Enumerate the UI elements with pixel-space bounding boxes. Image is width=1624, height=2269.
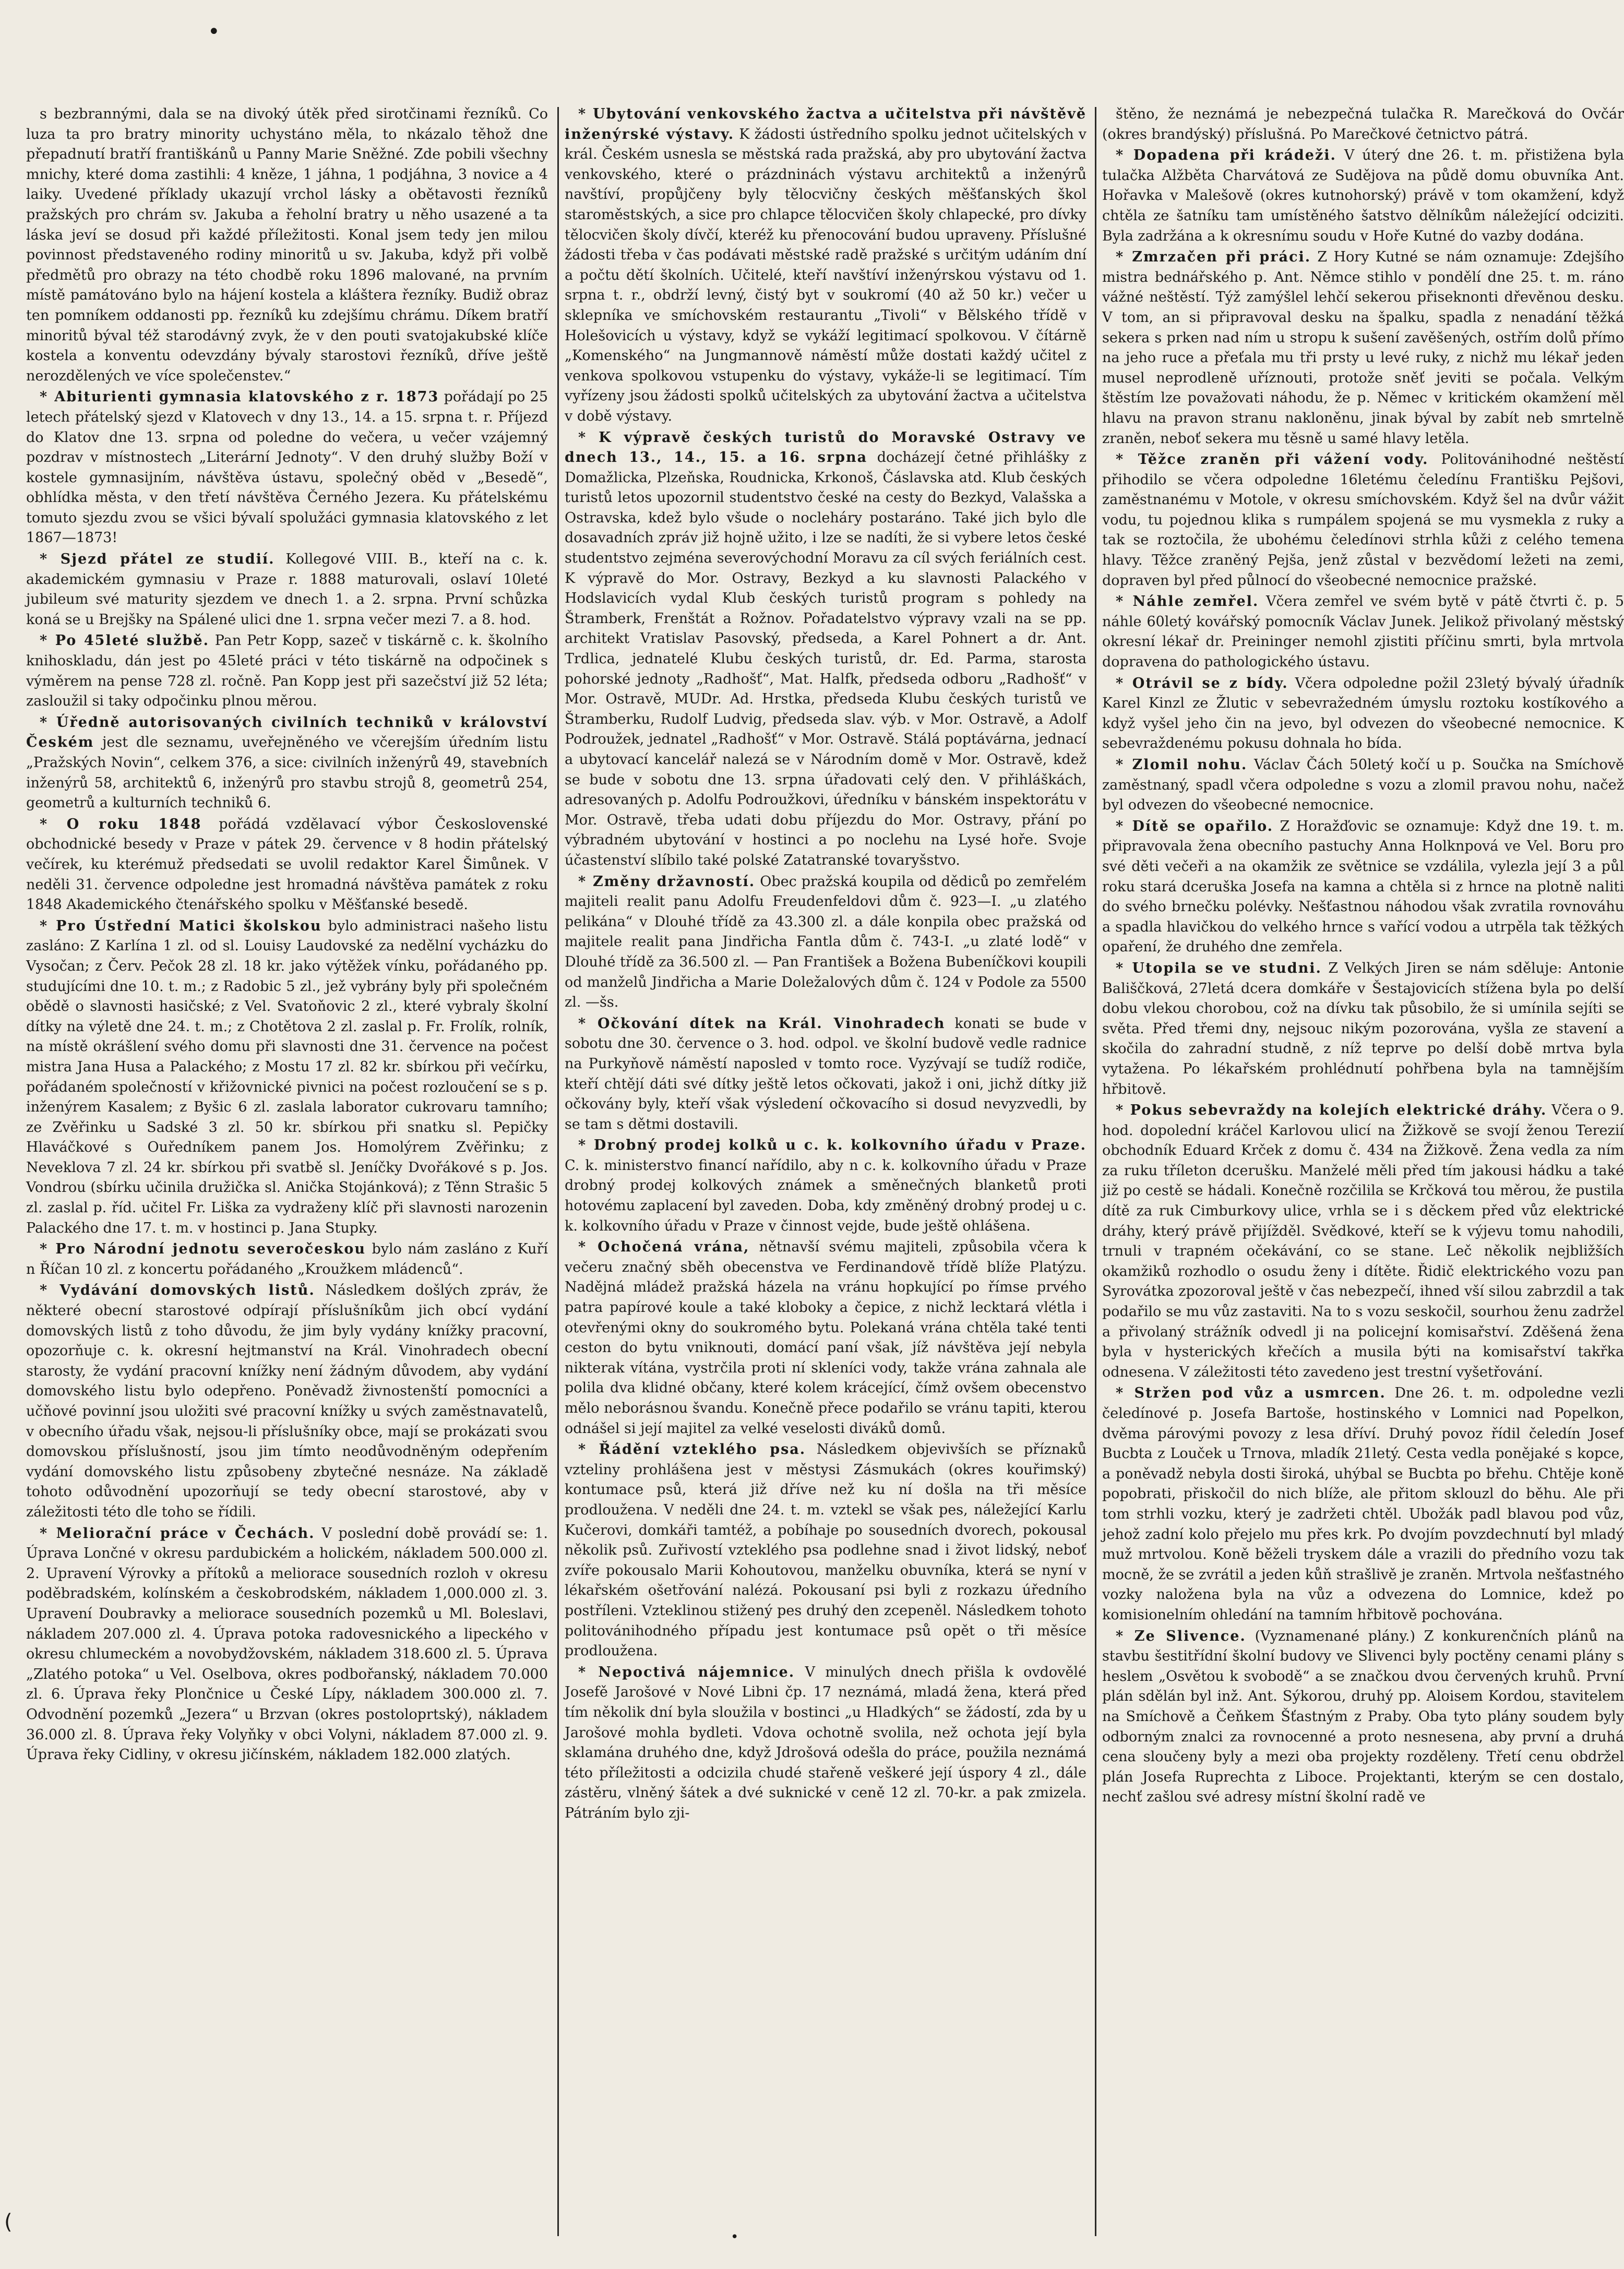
article-heading: * Náhle zemřel. <box>1116 593 1259 610</box>
article-text: Z Hory Kutné se nám oznamuje: Zdejšího mistra bednářského p. Ant. Němce stihlo v pondělí dne 25. t. m. ráno vážné neštěstí. Týž zamýšlel lehčí sekerou přiseknonti dřevěnou desku. V tom, an si připravoval desku na špalku, spadla z nenadání těžká sekera s prken nad ním u stropu k sušení zavěšených, ostřím dolů přímo na jeho ruce a přeťala mu tři prsty u levé ruky, z nichž mu lékař jeden musel neprodleně uříznouti, protože sněť jeviti se počala. Velkým štěstím lze považovati náhodu, že p. Němec v kritickém okamžení měl hlavu na pravon stranu nakloněnu, jinak býval by zabít neb smrtelně zraněn, neboť sekera mu těsně u samé hlavy letěla. <box>1102 249 1624 447</box>
article-text: bylo nám zasláno z Kuří n Říčan 10 zl. z koncertu pořádaného „Kroužkem mládenců“. <box>26 1241 548 1277</box>
article-paragraph <box>565 1237 1086 1439</box>
article-paragraph <box>1102 146 1624 246</box>
article-paragraph <box>1102 1383 1624 1625</box>
article-text: (Vyznamenané plány.) Z konkurenčních plánů na stavbu šestitřídní školní budovy ve Slivenci byly poctěny cenami plány s heslem „Osvětou k svobodě“ a se značkou dvou červených kruhů. První plán sdělán byl inž. Ant. Sýkorou, druhý pp. Aloisem Kordou, stavitelem na Smíchově a Čeňkem Šťastným z Praby. Oba tyto plány soudem byly odborným znalci za rovnocenné a proto nesnesena, aby první a druhá cena sloučeny byly a mezi oba projekty rozděleny. Třetí cenu obdržel plán Josefa Ruprechta z Liboce. Projektanti, kterým se cen dostalo, nechť zašlou své adresy místní školní radě ve <box>1102 1628 1624 1806</box>
article-heading: * Změny državností. <box>578 873 756 890</box>
article-paragraph <box>565 1014 1086 1135</box>
article-paragraph <box>26 387 548 548</box>
article-text: Václav Čách 50letý kočí u p. Součka na Smíchově zaměstnaný, spadl včera odpoledne s vozu a zlomil pravou nohu, načež byl odvezen do všeobecné nemocnice. <box>1102 757 1624 814</box>
article-heading: * O roku 1848 <box>40 816 202 832</box>
article-paragraph <box>26 1281 548 1522</box>
article-heading: * Utopila se ve studni. <box>1116 960 1322 976</box>
article-paragraph <box>565 1136 1086 1236</box>
article-text: s bezbrannými, dala se na divoký útěk před sirotčinami řezníků. Co luza ta pro bratry minority uchystáno měla, to nkázalo těhož dne přepadnutí bratří františkánů u Panny Marie Sněžné. Zde pobili všechny mnichy, které doma zastihli: 4 kněze, 1 jáhna, 1 podjáhna, 3 novice a 4 laiky. Uvedené příklady ukazují vrchol lásky a obětavosti řezníků pražských pro chrám sv. Jakuba a řeholní bratry u něho usazené a ta láska jeví se dosud při každé příležitosti. Konal jsem tedy jen milou povinnost představeného rodiny minoritů u sv. Jakuba, když při volbě předmětů pro obrazy na této chodbě roku 1896 malované, na prvním místě památováno bylo na hájení kostela a kláštera řezníky. Budiž obraz ten pomníkem oddanosti pp. řezníků ku zdejšímu chrámu. Díkem bratří minoritů býval též starodávný zvyk, že v den pouti svatojakubské klíče kostela a konventu odevzdány bývaly starostovi řezníků, dříve ještě nerozdělených ve více společenstev.“ <box>26 106 548 384</box>
article-text: V úterý dne 26. t. m. přistižena byla tulačka Alžběta Charvátová ze Sudějova na půdě domu obuvníka Ant. Hořavka v Malešově (okres kutnohorský) právě v tom okamžení, když chtěla ze šatníku tam umístěného šatstvo dělníkům náležející odciziti. Byla zadržána a k okresnímu soudu v Hoře Kutné do vazby dodána. <box>1102 147 1624 244</box>
article-heading: * Sjezd přátel ze studií. <box>40 551 275 568</box>
column-rule-1 <box>557 107 559 2236</box>
article-heading: * Pro Ústřední Matici školskou <box>40 917 322 934</box>
article-paragraph <box>26 1239 548 1280</box>
article-heading: * Drobný prodej kolků u c. k. kolkovního úřadu v Praze. <box>578 1137 1086 1154</box>
article-text: Včera zemřel ve svém bytě v pátě čtvrti č. p. 5 náhle 60letý kovářský pomocník Václav Junek. Jelikož přivolaný městský okresní lékař dr. Preininger nemohl zjistiti příčinu smrti, byla mrtvola dopravena do pathologického ústavu. <box>1102 593 1624 671</box>
article-heading: * Otrávil se z bídy. <box>1116 675 1288 691</box>
article-text: V minulých dnech přišla k ovdovělé Josefě Jarošové v Nové Libni čp. 17 neznámá, mladá žena, která před tím několik dní byla sloužila v bostinci „u Hladkých“ se žádostí, zda by u Jarošové mohla bydleti. Vdova ochotně svolila, než ochota její byla sklamána druhého dne, když Jdrošová odešla do práce, použila neznámá této příležitosti a odcizila chudé stařeně veškeré její úspory 4 zl., dále zástěru, vlněný šátek a dvé suknické v ceně 12 zl. 70-kr. a pak zmizela. Pátráním bylo zji- <box>565 1664 1086 1821</box>
article-heading: * Řádění vzteklého psa. <box>578 1441 806 1458</box>
article-paragraph <box>26 916 548 1239</box>
margin-bracket: ( <box>4 2210 13 2234</box>
article-paragraph <box>26 631 548 711</box>
article-paragraph <box>565 1440 1086 1662</box>
bottom-dot: • <box>731 2229 739 2245</box>
article-paragraph <box>1102 592 1624 672</box>
article-text: docházejí četné přihlášky z Domažlicka, Plzeňska, Roudnicka, Krkonoš, Čáslavska atd. Klub českých turistů letos upozornil studentstvo české na cesty do Bezkyd, Valašska a Ostravska, kdež bylo všude o nocleháry postaráno. Také jich bylo dle dosavadních zpráv již hojně užito, i lze se nadíti, že si vybere letos české studentstvo zejména severovýchodní Moravu za cíl svých feriálních cest. K výpravě do Mor. Ostravy, Bezkyd a ku slavnosti Palackého v Hodslavicích vydal Klub českých turistů program s pohledy na Štramberk, Frenštát a Rožnov. Pořadatelstvo výpravy vzali na se pp. architekt Vratislav Pasovský, předseda, a Karel Pohnert a dr. Ant. Trdlica, jednatelé Klubu českých turistů, dr. Ed. Parma, starosta pohorské jednoty „Radhošť“, Mat. Halfk, předseda odboru „Radhošť“ v Mor. Ostravě, MUDr. Ad. Hrstka, předseda Klubu českých turistů ve Štramberku, Rudolf Ludvig, předseda slav. výb. v Mor. Ostravě, a Adolf Podroužek, jednatel „Radhošť“ v Mor. Ostravě. Stálá poptávárna, jednací a ubytovací kancelář nalezá se v Národním domě v Mor. Ostravě, kdež se bude v sobotu dne 13. srpna úřadovati celý den. V přihláškách, adresovaných p. Adolfu Podroužkovi, úředníku v bánském inspektorátu v Mor. Ostravě, třeba udati dobu příjezdu do Mor. Ostravy, přání po výbradném ubytování v hostinci a po noclehu na Lysé hoře. Svoje účastenství slíbilo také polské Zatatranské tovaryšstvo. <box>565 449 1086 868</box>
article-paragraph <box>1102 247 1624 449</box>
article-heading: * Vydávání domovských listů. <box>40 1282 315 1299</box>
article-paragraph <box>26 1524 548 1765</box>
article-heading: * Dopadena při krádeži. <box>1116 147 1336 164</box>
article-heading: * Pokus sebevraždy na kolejích elektrické dráhy. <box>1116 1102 1547 1119</box>
article-heading: * Ze Slivence. <box>1116 1628 1246 1644</box>
article-heading: * Zmrzačen při práci. <box>1116 249 1311 266</box>
article-paragraph <box>565 428 1086 871</box>
article-heading: * K výpravě českých turistů do Moravské Ostravy ve dnech 13., 14., 15. a 16. srpna <box>565 429 1086 466</box>
article-paragraph <box>1102 817 1624 958</box>
article-text: C. k. ministerstvo financí nařídilo, aby n c. k. kolkovního úřadu v Praze drobný prodej kolkových známek a směnečných blanketů proti hotovému zaplacení byl zaveden. Doba, kdy změněný drobný prodej u c. k. kolkovního úřadu v Praze v činnost vejde, bude ještě ohlášena. <box>565 1157 1086 1234</box>
article-heading: * Těžce zraněn při vážení vody. <box>1116 451 1429 468</box>
article-text: Obec pražská koupila od dědiců po zemřelém majiteli realit panu Adolfu Freudenfeldovi dům č. 923—I. „u zlatého pelikána“ v Dlouhé třídě za 43.300 zl. a dále konpila obec pražská od majitele realit pana Jindřicha Fantla dům č. 743-I. „u zlaté lodě“ v Dlouhé třídě za 36.500 zl. — Pan František a Božena Bubeníčkovi koupili od manželů Jindřicha a Marie Doležalových dům č. 124 v Podole za 5500 zl. —šs. <box>565 873 1086 1011</box>
article-text: konati se bude v sobotu dne 30. července o 3. hod. odpol. ve školní budově vedle radnice na Purkyňově náměstí naposled v tomto roce. Vyzývají se tudíž rodiče, kteří chtějí dáti své dítky ještě letos očkovati, jakož i oni, jichž dítky již očkovány byly, kteří však výsledení očkovacího si dosud nevyzvedli, by se tam s dětmi dostavili. <box>565 1015 1086 1132</box>
article-text: Následkem došlých zpráv, že některé obecní starostové odpírají příslušníkům jich obcí vydání domovských listů z toho důvodu, že jim byly vydány knížky pracovní, opozorňuje c. k. okresní hejtmanství na Král. Vinohradech obecní starosty, že vydání pracovní knížky není žádným důvodem, aby vydání domovského listu bylo odepřeno. Poněvadž živnostenští pomocníci a učňové povinní jsou uložiti své pracovní knížky u svých zaměstnavatelů, v obecního úřadu však, nejsou-li příslušníky obce, mají se prokázati svou domovskou příslušností, jsou jim tímto neodůvodněným odepřením vydání domovského listu způsobeny zbytečné nesnáze. Na základě tohoto odůvodnění upozorňují se tedy obecní starostové, aby v záležitosti této dle toho se řídili. <box>26 1282 548 1520</box>
article-paragraph <box>1102 959 1624 1100</box>
article-text: bylo administraci našeho listu zasláno: Z Karlína 1 zl. od sl. Louisy Laudovské za nedělní vycházku do Vysočan; z Červ. Pečok 28 zl. 18 kr. jako výtěžek vínku, pořádaného pp. studujícími dne 10. t. m.; z Radobic 5 zl., jež vybrány byly při společném obědě o slavnosti hasičské; z Vel. Svatoňovic 2 zl., které vybraly školní dítky na výletě dne 24. t. m.; z Chotětova 2 zl. zaslal p. Fr. Frolík, rolník, na místě okrášlení svého domu při slavnosti dne 31. července na počest mistra Jana Husa a Palackého; z Mostu 17 zl. 82 kr. sbírkou při večírku, pořádaném společností v křižovnické pivnici na počest rozloučení se s p. inženýrem Kasalem; z Byšic 6 zl. zaslala laborator cukrovaru tamního; ze Zvěřinku u Sadské 3 zl. 50 kr. sbírkou při snatku sl. Pepičky Hlaváčkové s Ouředníkem panem Jos. Homolýrem Zvěřinku; z Neveklova 7 zl. 24 kr. sbírkou při svatbě sl. Jeníčky Dvořákové s p. Jos. Vondrou (sbírku učinila družička sl. Anička Stojánková); z Těnn Strašic 5 zl. zaslal p. říd. učitel Fr. Liška za vydraženy klíč při slavnosti narozenin Palackého dne 17. t. m. v hostinci p. Jana Stupky. <box>26 917 548 1236</box>
article-paragraph <box>565 104 1086 427</box>
article-paragraph <box>26 815 548 915</box>
article-text: nětnavší svému majiteli, způsobila včera k večeru značný sběh obecenstva ve Ferdinandově třídě blíže Platýzu. Nadějná mládež pražská házela na vránu hopkující po římse prvého patra papírové koule a také kloboky a čepice, z nichž lecktará vlétla i otevřenými okny do soukromého bytu. Polekaná vrána chtěla také tenti ceston do bytu vniknouti, domácí paní však, jíž návštěva její nebyla nikterak vítána, vystrčila proti ní skleníci vody, takže vrána zahnala ale polila dva klidné občany, které kolem krácející, čímž ovšem obecenstvo mělo neborásnou švandu. Konečně přece podařilo se vránu tapiti, kterou odnášel si její majitel za velké veselosti diváků domů. <box>565 1239 1086 1437</box>
article-text: jest dle seznamu, uveřejněného ve včerejším úředním listu „Pražských Novin“, celkem 376, a sice: civilních inženýrů 49, stavebních inženýrů 58, architektů 6, inženýrů pro stavbu strojů 8, geometrů 254, geometrů a kulturních techniků 6. <box>26 734 548 811</box>
article-paragraph <box>1102 450 1624 591</box>
article-paragraph <box>26 104 548 386</box>
article-heading: * Ochočená vrána, <box>578 1239 750 1256</box>
article-heading: * Abiturienti gymnasia klatovského z r. 1873 <box>40 389 439 405</box>
article-paragraph <box>26 713 548 814</box>
article-text: Včera odpoledne požil 23letý bývalý úřadník Karel Kinzl ze Žlutic v sebevražedném úmyslu roztoku kostíkového a když vyšel jeho čin na jevo, byl odvezen do všeobecné nemocnice. K sebevraždenému pokusu dohnala ho bída. <box>1102 675 1624 752</box>
article-text: štěno, že neznámá je nebezpečná tulačka R. Marečková do Ovčár (okres brandýský) příslušná. Po Marečkové četnictvo pátrá. <box>1102 106 1624 142</box>
article-text: V poslední době provádí se: 1. Úprava Lončné v okresu pardubickém a holickém, nákladem 500.000 zl. 2. Upravení Výrovky a přítoků a meliorace sousedních rozloh v okresu poděbradském, kolínském a českobrodském, nákladem 1,000.000 zl. 3. Upravení Doubravky a meliorace sousedních pozemků u Ml. Boleslavi, nákladem 207.000 zl. 4. Úprava potoka radovesnického a lipeckého v okresu chlumeckém a novobydžovském, nákladem 318.600 zl. 5. Úprava „Zlatého potoka“ u Vel. Oselbova, okres podbořanský, nákladem 70.000 zl. 6. Úprava řeky Plončnice u České Lípy, nákladem 300.000 zl. 7. Odvodnění pozemků „Jezera“ u Brzvan (okres postoloprtský), nákladem 36.000 zl. 8. Úprava řeky Volyňky v obci Volyni, nákladem 87.000 zl. 9. Úprava řeky Cidliny, v okresu jičínském, nákladem 182.000 zlatých. <box>26 1525 548 1763</box>
article-heading: * Pro Národní jednotu severočeskou <box>40 1241 366 1258</box>
article-text: Následkem objevivších se příznaků vzteliny prohlášena jest v městysi Zásmukách (okres kouřimský) kontumace psů, která již dříve než ku ní došla na tři měsíce prodloužena. V neděli dne 24. t. m. vztekl se však pes, náležející Karlu Kučerovi, domkáři tamtéž, a pobíhaje po sousedních dvorech, pokousal několik psů. Zuřivostí vzteklého psa podlehne snad i život lidský, neboť zvíře pokousalo Marii Kohoutovou, manželku obuvníka, která se nyní v lékařském ošetřování nalézá. Pokousaní psi byli z rozkazu úředního postříleni. Vzteklinou stižený pes druhý den zcepeněl. Následkem tohoto politovánihodného případu jest kontumace psů opět o tři měsíce prodloužena. <box>565 1441 1086 1659</box>
article-paragraph <box>1102 104 1624 145</box>
article-paragraph <box>565 1663 1086 1824</box>
article-heading: * Nepoctivá nájemnice. <box>578 1664 795 1680</box>
article-text: Včera o 9. hod. dopolední kráčel Karlovou ulicí na Žižkově se svojí ženou Terezií obchodník Eduard Krček z domu č. 434 na Žižkově. Žena vedla za ním za ruku tříleton dcerušku. Manželé měli před tím jakousi hádku a také již po cestě se hádali. Konečně rozčilila se Krčková tou měrou, že pustila dítě za ruk Cimburkovy ulice, vrhla se i s děckem před vůz elektrické dráhy, který právě přijížděl. Svědkové, kteří se k výjevu tomu nahodili, trnuli v trapném očekávání, co se stane. Leč několik nejbližších okamžiků rozhodlo o osudu ženy i dítěte. Řidič elektrického vozu pan Syrovátka zpozoroval ještě v čas nebezpečí, ihned vší silou zabrzdil a tak podařilo se mu vůz zastaviti. Na to s vozu seskočil, sourhou ženu zadržel a přivolaný strážník odvedl ji na policejní komisařství. Zděšená žena byla v hysterických křečích a musila býti na komisařství takřka odnesena. V záležitosti této zavedeno jest trestní vyšetřování. <box>1102 1102 1624 1380</box>
article-heading: * Očkování dítek na Král. Vinohradech <box>578 1015 946 1032</box>
article-text: Z Velkých Jiren se nám sděluje: Antonie Bališčková, 27letá dcera domkáře v Šestajovicích stížena byla po delší dobu vlekou chorobou, což na dívku tak působilo, že si umínila sejíti se světa. Před třemi dny, nejsouc nikým pozorována, vyšla ze stavení a skočila do zahradní studně, z níž teprve po delší době mrtva byla vytažena. Po lékařském prohlédnutí pohřbena byla na tamnějším hřbitově. <box>1102 960 1624 1097</box>
article-heading: * Meliorační práce v Čechách. <box>40 1525 315 1542</box>
article-heading: * Po 45leté službě. <box>40 632 210 649</box>
article-paragraph <box>1102 755 1624 816</box>
column-1 <box>26 104 548 2234</box>
article-heading: * Ubytování venkovského žactva a učitelstva při návštěvě inženýrské výstavy. <box>565 106 1086 142</box>
article-heading: * Stržen pod vůz a usmrcen. <box>1116 1385 1386 1402</box>
page-dot: • <box>208 20 220 44</box>
article-paragraph <box>1102 1101 1624 1382</box>
article-paragraph <box>565 872 1086 1013</box>
article-heading: * Dítě se opařilo. <box>1116 818 1274 834</box>
article-text: Pan Petr Kopp, sazeč v tiskárně c. k. školního knihoskladu, dán jest po 45leté práci v této tiskárně na odpočinek s výměrem na pense 728 zl. ročně. Pan Kopp jest při sazečství již 52 léta; zasloužil si taky odpočinku plnou měrou. <box>26 632 548 710</box>
article-paragraph <box>26 550 548 630</box>
article-text: Kollegové VIII. B., kteří na c. k. akademickém gymnasiu v Praze r. 1888 maturovali, oslaví 10leté jubileum své maturity sjezdem ve dnech 1. a 2. srpna. První schůzka koná se u Brejšky na Spálené ulici dne 1. srpna večer mezi 7. a 8. hod. <box>26 551 548 628</box>
article-text: pořádají po 25 letech přátelský sjezd v Klatovech v dny 13., 14. a 15. srpna t. r. Příjezd do Klatov dne 13. srpna od poledne do večera, u večer vzájemný pozdrav v místnostech „Literární Jednoty“. V den druhý služby Boží v kostele gymnasijním, návštěva ústavu, společný oběd v „Besedě“, obhlídka města, v den třetí návštěva Černého Jezera. Ku přátelskému tomuto sjezdu zvou se všici bývalí spolužáci gymnasia klatovského z let 1867—1873! <box>26 389 548 546</box>
column-rule-2 <box>1095 107 1096 2236</box>
column-3 <box>1102 104 1624 2234</box>
article-paragraph <box>1102 674 1624 754</box>
article-heading: * Zlomil nohu. <box>1116 757 1248 773</box>
article-heading: * Úředně autorisovaných civilních techniků v království Českém <box>26 714 548 751</box>
column-2 <box>565 104 1086 2234</box>
article-text: Dne 26. t. m. odpoledne vezli čeledínové p. Josefa Bartoše, hostinského v Lomnici nad Popelkon, dvěma párovými povozy z lesa dříví. Druhý povoz řídil čeledín Josef Bucbta z Louček u Trnova, mladík 21letý. Cesta vedla ponějaké s kopce, a poněvadž nebyla dosti široká, uhýbal se Bucbta po břehu. Chtěje koně popobrati, přiskočil do nich blíže, ale přitom sklouzl do běhu. Ale při tom strhli vozku, který je zadržeti chtěl. Ubožák padl blavou pod vůz, jehož zadní kolo přejelo mu přes krk. Po dvojím povzdechnutí byl mladý muž mrtvolou. Koně běželi tryskem dále a vrazili do předního vozu tak mocně, že se zvrátil a jeden kůň strašlivě je zraněn. Mrtvola nešťastného vozky naložena byla na vůz a odvezena do Lomnice, kdež po komisionelním ohledání na tamním hřbitově pochována. <box>1102 1385 1624 1623</box>
article-paragraph <box>1102 1627 1624 1808</box>
article-text: Politovánihodné neštěstí přihodilo se včera odpoledne 16letému čeledínu Františku Pejšovi, zaměstnanému v Motole, v okresu smíchovském. Když šel na dvůr vážit vodu, tu pojednou klika s rumpálem spojená se mu vysmekla z ruky a tak se roztočila, že ubohému čeledínovi strhla kůži z celého temena hlavy. Těžce zraněný Pejša, jenž zůstal v bezvědomí ležeti na zemi, dopraven byl před půlnocí do všeobecné nemocnice pražské. <box>1102 451 1624 589</box>
article-text: K žádosti ústředního spolku jednot učitelských v král. Českém usnesla se městská rada pražská, aby pro ubytování žactva venkovského, které o prázdninách výstavu architektů a inženýrů navštíví, propůjčeny byly tělocvičny českých měšťanských škol staroměstských, a sice pro chlapce tělocvičen školy chlapecké, pro dívky tělocvičen školy dívčí, kteréž ku přenocování budou upraveny. Příslušné žádosti třeba v čas podávati městské radě pražské s určitým udáním dní a počtu dětí školních. Učitelé, kteří navštíví inženýrskou výstavu od 1. srpna t. r., obdrží levný, čistý byt v soukromí (40 až 50 kr.) večer u sklepníka ve smíchovském restaurantu „Tivoli“ v Bělského třídě v Holešovicích u výstavy, když se vykáží legitimací spolkovou. V čítárně „Komenského“ na Jungmannově náměstí může dostati každý učitel z venkova spolkovou vstupenku do výstavy, vykáže-li se legitimací. Tím vyřízeny jsou žádosti spolků učitelských za ubytování žactva a učitelstva v době výstavy. <box>565 126 1086 424</box>
article-text: Z Horažďovic se oznamuje: Když dne 19. t. m. připravovala žena obecního pastuchy Anna Holknpová ve Vel. Boru pro své děti večeři a na okamžik ze světnice se vzdálila, vylezla její 3 a půl roku stará dceruška Josefa na kamna a chtěla si z hrnce na plotně naliti do svého brnečku polévky. Nešťastnou náhodou však zvratila rovnováhu a spadla hlavičkou do velkého hrnce s vařící vodou a utrpěla tak těžkých opaření, že druhého dne zemřela. <box>1102 818 1624 956</box>
article-text: pořádá vzdělavací výbor Československé obchodnické besedy v Praze v pátek 29. července v 8 hodin přátelský večírek, ku kterémuž předsedati se uvolil redaktor Karel Šimůnek. V neděli 31. července odpoledne jest hromadná návštěva památek z roku 1848 Akademického čtenářského spolku v Měšťanské besedě. <box>26 816 548 913</box>
